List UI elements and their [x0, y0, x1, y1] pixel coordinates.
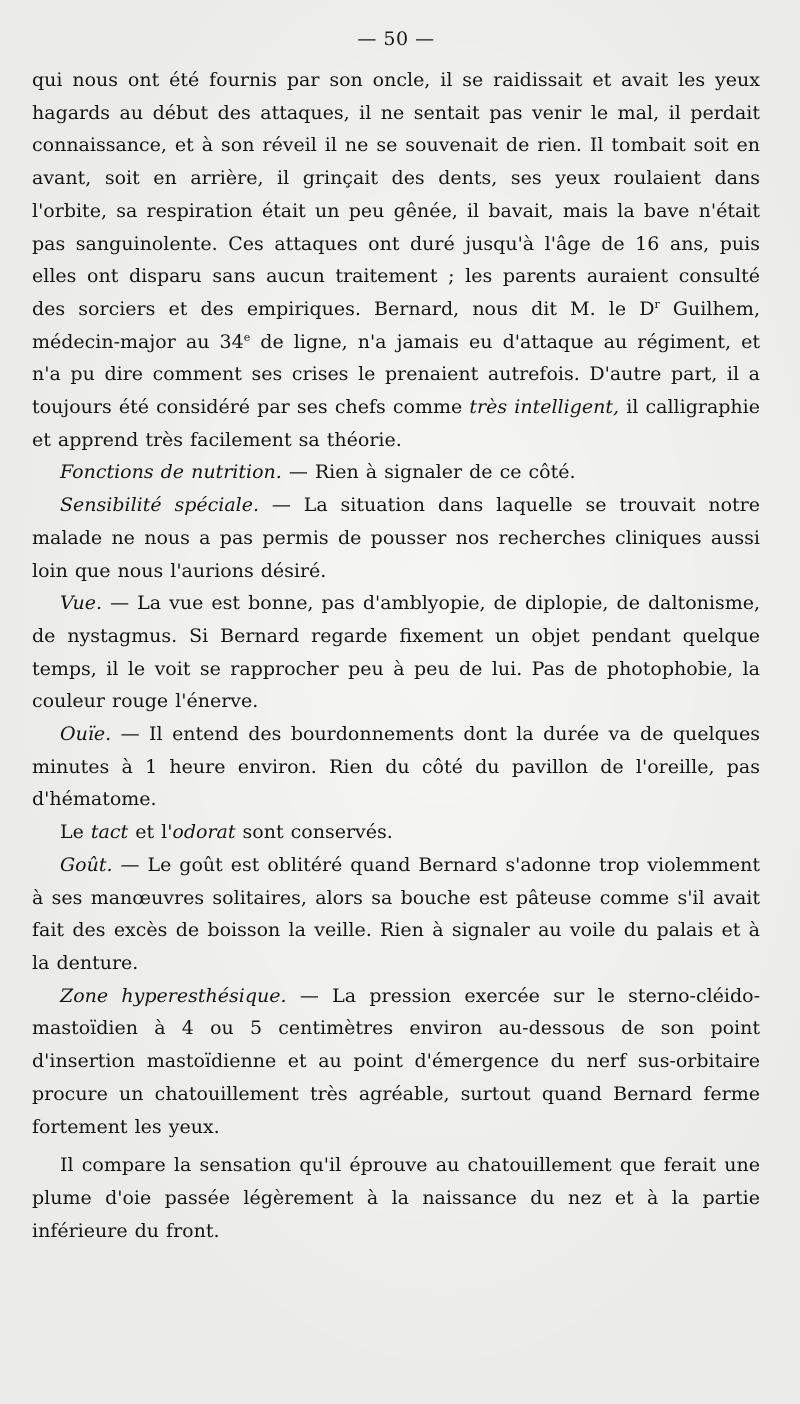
touch-smell-text-b: et l' — [128, 821, 173, 844]
section-heading-nutrition: Fonctions de nutrition. — [60, 461, 282, 484]
hearing-text: — Il entend des bourdonnements dont la durée va de quelques minutes à 1 heure environ. Rien du côté du pavillon de l'oreille, pas d'hématome. — [32, 723, 760, 811]
section-heading-vision: Vue. — [60, 592, 103, 615]
paragraph-nutrition — [32, 456, 760, 489]
case-history-text-d: il calligraphie et apprend très facilement sa théorie. — [32, 396, 760, 451]
paragraph-special-sensibility — [32, 489, 760, 587]
section-heading-taste: Goût. — [60, 853, 113, 876]
section-heading-hearing: Ouïe. — [60, 723, 112, 746]
touch-smell-text-a: Le — [60, 821, 91, 844]
case-history-text-b: Guilhem, médecin-major au 34 — [32, 297, 760, 353]
special-sensibility-text: — La situation dans laquelle se trouvait notre malade ne nous a pas permis de pousser nos recherches cliniques aussi loin que nous l'aurions désiré. — [32, 494, 760, 582]
case-history-text: qui nous ont été fournis par son oncle, il se raidissait et avait les yeux hagards au début des attaques, il ne sentait pas venir le mal, il perdait connaissance, et à son réveil il ne se souvenait de rien. Il tombait soit en avant, soit en arrière, il grinçait des dents, ses yeux roulaient dans l'orbite, sa respiration était un peu gênée, il bavait, mais la bave n'était pas sanguinolente. Ces attaques ont duré jusqu'à l'âge de 16 ans, puis elles ont disparu sans aucun traitement ; les parents auraient consulté des sorciers et des empiriques. Bernard, nous dit M. le D — [32, 69, 760, 320]
touch-emphasis: tact — [90, 821, 129, 844]
section-heading-special-sensibility: Sensibilité spéciale. — [60, 494, 260, 517]
paragraph-hearing — [32, 718, 760, 816]
touch-smell-text-c: sont conservés. — [235, 821, 393, 844]
doctor-abbrev-superscript: r — [654, 297, 660, 311]
vision-text: — La vue est bonne, pas d'amblyopie, de diplopie, de daltonisme, de nystagmus. Si Bernard regarde fixement un objet pendant quelque temps, il le voit se rapprocher peu à peu de lui. Pas de photophobie, la couleur rouge l'énerve. — [32, 592, 760, 713]
paragraph-vision — [32, 587, 760, 718]
paragraph-hyperesthetic-zone — [32, 980, 760, 1144]
regiment-ordinal-superscript: e — [243, 330, 251, 344]
paragraph-touch-smell — [32, 816, 760, 849]
section-heading-hyperesthetic-zone: Zone hyperesthésique. — [60, 984, 287, 1007]
nutrition-text: — Rien à signaler de ce côté. — [281, 461, 576, 484]
paragraph-comparison: Il compare la sensation qu'il éprouve au chatouillement que ferait une plume d'oie passée légèrement à la naissance du nez et à la partie inférieure du front. — [32, 1154, 760, 1242]
paragraph-taste — [32, 849, 760, 980]
paragraph-case-history — [32, 64, 760, 456]
hyperesthetic-zone-text: — La pression exercée sur le sterno-cléido-mastoïdien à 4 ou 5 centimètres environ au-dessous de son point d'insertion mastoïdienne et au point d'émergence du nerf sus-orbitaire procure un chatouillement très agréable, surtout quand Bernard ferme fortement les yeux. — [32, 984, 760, 1138]
very-intelligent-emphasis: très intelligent, — [469, 396, 620, 419]
taste-text: — Le goût est oblitéré quand Bernard s'adonne trop violemment à ses manœuvres solitaires, alors sa bouche est pâteuse comme s'il avait fait des excès de boisson la veille. Rien à signaler au voile du palais et à la denture. — [32, 853, 760, 974]
page-number: — 50 — — [357, 28, 435, 50]
smell-emphasis: odorat — [172, 821, 236, 844]
case-history-text-c: de ligne, n'a jamais eu d'attaque au régiment, et n'a pu dire comment ses crises le prenaient autrefois. D'autre part, il a toujours été considéré par ses chefs comme — [32, 330, 760, 419]
